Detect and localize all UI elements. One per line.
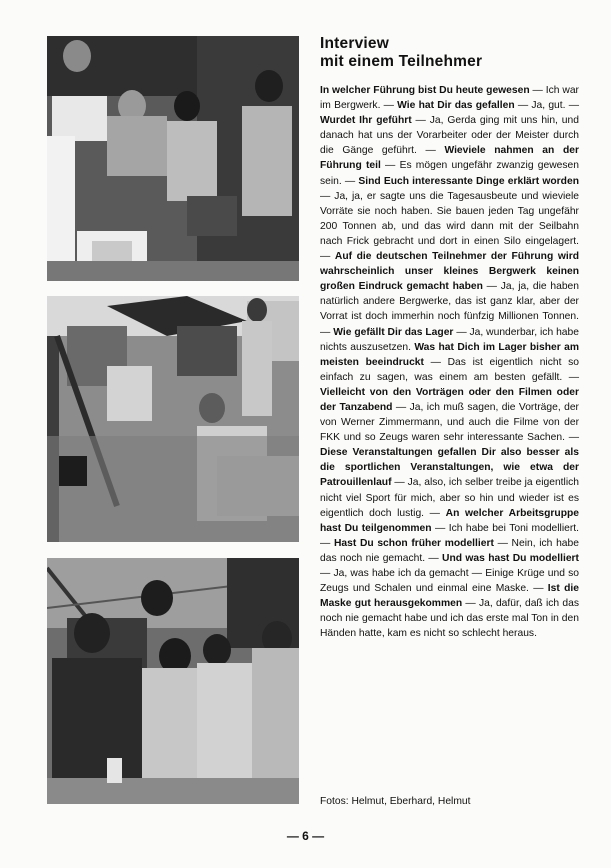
interview-answer: — Ich habe bei Toni modelliert. —: [320, 522, 580, 549]
interview-answer: — Ja, wunderbar, ich habe nichts auszusetzen.: [320, 326, 579, 353]
interview-question: Und was hast Du modelliert: [442, 552, 579, 564]
interview-answer: — Ja, ich muß sagen, die Vorträge, der von Werner Zimmermann, und auch die Filme von der FKK und so Zeugs waren sehr interessante Sachen. —: [320, 401, 579, 444]
page-number: — 6 —: [286, 829, 325, 843]
interview-question: Wurdet Ihr geführt: [320, 115, 412, 127]
interview-answer: — Es mögen ungefähr zwanzig gewesen sein. —: [320, 160, 580, 187]
interview-question: Wie hat Dir das gefallen: [397, 100, 515, 112]
interview-question: Vielleicht von den Vorträgen oder den Filmen oder der Tanzabend: [320, 386, 579, 413]
interview-answer: — Das ist eigentlich nicht so einfach zu sagen, was einem am besten gefällt. —: [320, 356, 580, 383]
interview-answer: — Ja, was habe ich da gemacht — Einige Krüge und so Zeugs und Schalen und einmal eine Maske. —: [320, 568, 579, 595]
photo-group-seated: [47, 36, 299, 281]
interview-answer: — Nein, ich habe das noch nie gemacht. —: [320, 537, 579, 564]
article-body: [320, 83, 579, 641]
interview-answer: — Ja, ja, er sagte uns die Tagesausbeute und wieviele Vorräte sie noch haben. Sie bauen jeden Tag ungefähr 200 Tonnen ab, und das wird dann mit der Seilbahn nach Frick gebracht und dort in einen Silo eingelagert. —: [320, 190, 579, 263]
interview-answer: — Ja, gut. —: [514, 100, 579, 112]
interview-question: Diese Veranstaltungen gefallen Dir also besser als die sportlichen Veranstaltungen, wie etwa der Patrouillenlauf: [320, 447, 579, 489]
interview-question: Wieviele nahmen an der Führung teil: [320, 145, 579, 172]
interview-question: Hast Du schon früher modelliert: [333, 537, 494, 549]
interview-answer: — Ja, Gerda ging mit uns hin, und danach hat uns der Vorarbeiter oder der Meister durch die Gänge geführt. —: [320, 115, 579, 157]
interview-article: [320, 35, 579, 641]
interview-question: An welcher Arbeitsgruppe hast Du teilgenommen: [320, 507, 579, 534]
interview-answer: — Ja, dafür, daß ich das noch nie gemacht habe und ich das erste mal Ton in den Händen hatte, kam es nicht so schlecht heraus.: [320, 598, 579, 640]
interview-answer: — Ja, ja, die haben natürlich andere Bergwerke, das ist ganz klar, aber der Vorrat ist doch immerhin noch fünfzig Millionen Tonnen. —: [320, 281, 579, 338]
interview-question: Ist die Maske gut herausgekommen: [320, 583, 579, 610]
article-headline: [320, 35, 579, 71]
interview-answer: — Ich war im Bergwerk. —: [320, 85, 579, 112]
interview-question: Wie gefällt Dir das Lager: [333, 326, 454, 338]
interview-question: In welcher Führung bist Du heute gewesen: [320, 85, 530, 96]
interview-answer: — Ja, also, ich selber treibe ja eigentlich nicht viel Sport für mich, aber so hin und wieder ist es eigentlich doch lustig. —: [320, 477, 579, 519]
photo-camp-scene: [47, 296, 299, 542]
headline-line-1: Interview: [320, 35, 389, 52]
headline-line-2: mit einem Teilnehmer: [320, 53, 483, 70]
interview-question: Sind Euch interessante Dinge erklärt worden: [358, 175, 579, 187]
interview-question: Was hat Dich im Lager bisher am meisten beeindruckt: [320, 341, 580, 368]
photo-group-on-grass: [47, 558, 299, 804]
interview-question: Auf die deutschen Teilnehmer der Führung wird wahrscheinlich unser kleines Bergwerk keinen großen Eindruck gemacht haben: [320, 251, 579, 293]
photo-credits: Fotos: Helmut, Eberhard, Helmut: [320, 796, 471, 807]
